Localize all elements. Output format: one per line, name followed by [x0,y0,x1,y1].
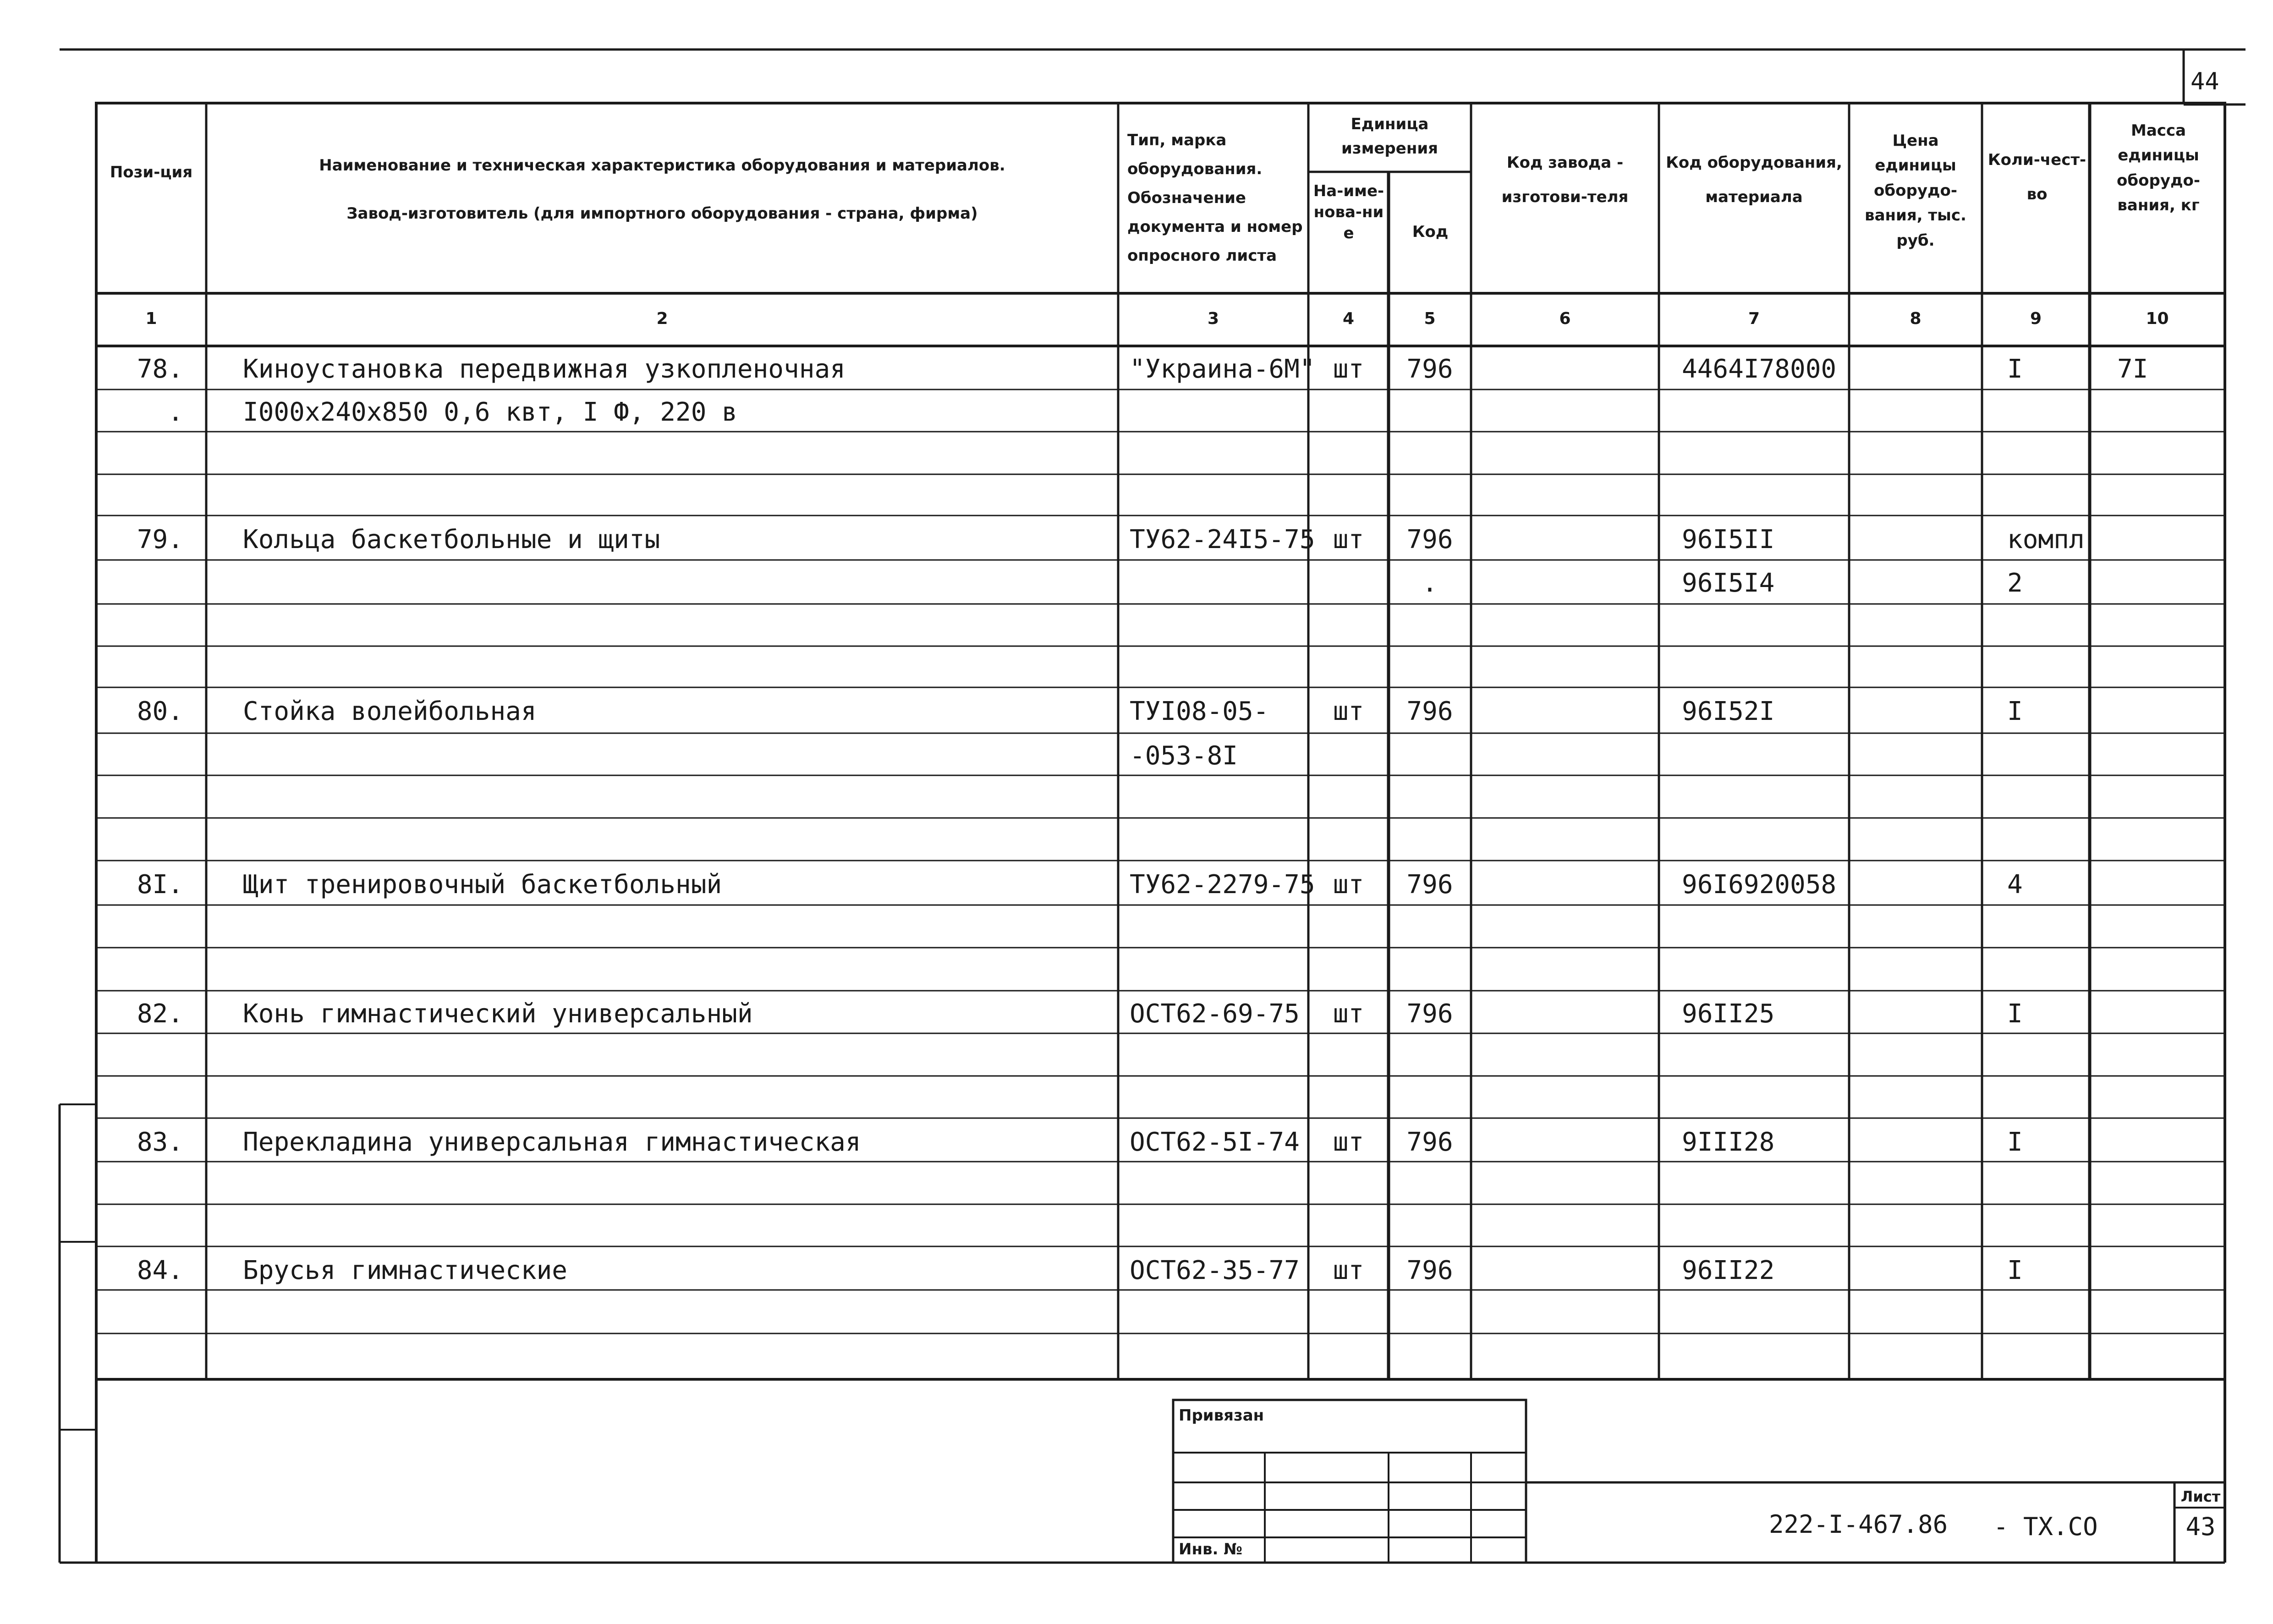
row-name: Перекладина универсальная гимнастическая [243,1127,861,1157]
row-unit-code: . [1422,568,1438,598]
document-suffix: - ТХ.СО [1993,1512,2098,1541]
row-unit: шт [1333,999,1364,1029]
row-type: ОСТ62-35-77 [1130,1256,1300,1285]
row-type: ТУ62-2279-75 [1130,870,1315,900]
row-name: Конь гимнастический универсальный [243,999,753,1029]
row-position: 82. [137,999,183,1029]
row-name: Щит тренировочный баскетбольный [243,870,722,900]
row-position: 84. [137,1256,183,1285]
row-equipment-code: 9III28 [1682,1127,1775,1157]
row-unit: шт [1333,1127,1364,1157]
document-code: 222-I-467.86 [1769,1510,1948,1539]
row-type: "Украина-6М" [1130,354,1315,384]
column-number: 8 [1910,309,1922,328]
row-equipment-code: 96I5II [1682,525,1775,554]
row-equipment-code: 96I52I [1682,697,1775,726]
sheet-label: Лист [2180,1488,2221,1505]
row-equipment-code: 96II22 [1682,1256,1775,1285]
row-unit-code: 796 [1406,525,1453,554]
header-unit-name: На-име-нова-ние [1313,182,1384,242]
header-equipment-code: Код оборудования, материала [1666,154,1842,206]
row-position: 8I. [137,870,183,900]
header-mass: Масса единицы оборудо-вания, кг [2117,121,2200,215]
row-name: Стойка волейбольная [243,697,537,726]
row-equipment-code: 96II25 [1682,999,1775,1029]
row-name: Кольца баскетбольные и щиты [243,525,660,554]
column-number: 4 [1342,309,1355,328]
row-quantity: 2 [2007,568,2023,598]
column-number: 9 [2030,309,2042,328]
row-type: ОСТ62-5I-74 [1130,1127,1300,1157]
row-unit: шт [1333,354,1364,384]
row-quantity: I [2007,1256,2023,1285]
column-number: 6 [1559,309,1571,328]
header-factory-code: Код завода - изготови-теля [1501,154,1629,206]
row-unit-code: 796 [1406,1127,1453,1157]
row-quantity: I [2007,354,2023,384]
column-number: 10 [2146,309,2169,328]
row-unit: шт [1333,697,1364,726]
row-mass: 7I [2117,354,2148,384]
stamp-inventory-label: Инв. № [1179,1540,1243,1558]
column-number: 2 [656,309,668,328]
row-type: ТУI08-05- [1130,697,1269,726]
column-number: 1 [145,309,157,328]
header-quantity: Коли-чест-во [1988,151,2086,203]
row-unit: шт [1333,1256,1364,1285]
column-number: 7 [1748,309,1760,328]
row-unit: шт [1333,525,1364,554]
page-number: 44 [2191,68,2219,95]
header-price: Цена единицы оборудо-вания, тыс. руб. [1865,132,1966,250]
row-position: 78. [137,354,183,384]
stamp-bound-label: Привязан [1179,1406,1264,1425]
row-unit-code: 796 [1406,354,1453,384]
header-name-line1: Наименование и техническая характеристика оборудования и материалов. [319,156,1005,175]
row-name: Киноустановка передвижная узкопленочная [243,354,846,384]
row-name: I000х240х850 0,6 квт, I Ф, 220 в [243,397,737,427]
row-unit-code: 796 [1406,1256,1453,1285]
column-number: 5 [1424,309,1436,328]
row-equipment-code: 4464I78000 [1682,354,1837,384]
header-unit-group: Единица измерения [1341,115,1438,158]
sheet-number: 43 [2185,1512,2216,1541]
row-quantity: I [2007,999,2023,1029]
column-number: 3 [1207,309,1219,328]
row-unit-code: 796 [1406,870,1453,900]
header-position: Пози-ция [110,163,193,181]
row-name: Брусья гимнастические [243,1256,568,1285]
row-quantity: компл [2007,525,2085,554]
row-equipment-code: 96I5I4 [1682,568,1775,598]
row-quantity: I [2007,697,2023,726]
row-unit-code: 796 [1406,999,1453,1029]
row-type: ОСТ62-69-75 [1130,999,1300,1029]
header-name-line2: Завод-изготовитель (для импортного оборудования - страна, фирма) [346,204,978,223]
row-position: 83. [137,1127,183,1157]
row-unit: шт [1333,870,1364,900]
row-type: ТУ62-24I5-75 [1130,525,1315,554]
row-quantity: 4 [2007,870,2023,900]
row-position: . [168,397,183,427]
row-equipment-code: 96I6920058 [1682,870,1837,900]
row-quantity: I [2007,1127,2023,1157]
row-unit-code: 796 [1406,697,1453,726]
row-position: 79. [137,525,183,554]
header-type: Тип, марка оборудования. Обозначение документа и номер опросного листа [1127,131,1303,265]
row-type: -053-8I [1130,741,1238,771]
row-position: 80. [137,697,183,726]
header-unit-code: Код [1412,223,1449,241]
